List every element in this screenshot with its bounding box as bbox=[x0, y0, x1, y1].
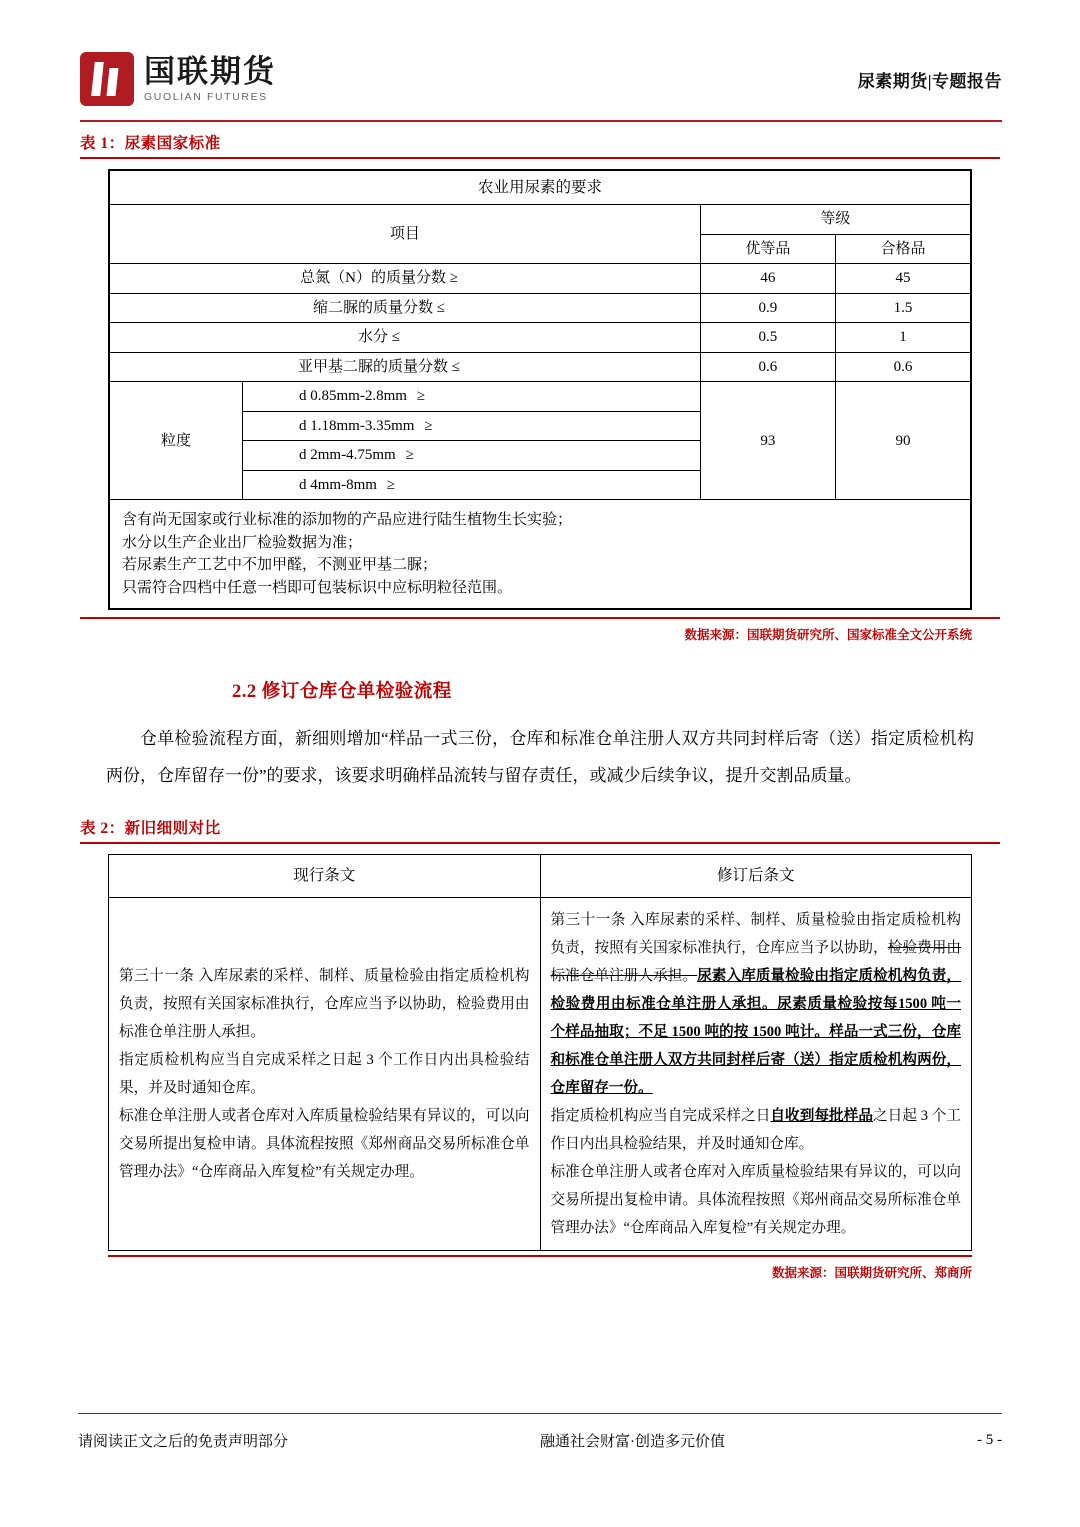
item-name: 亚甲基二脲的质量分数 bbox=[298, 358, 449, 375]
granularity-comparator: ≥ bbox=[424, 417, 433, 434]
table-row bbox=[110, 264, 971, 294]
granularity-comparator: ≥ bbox=[416, 388, 426, 405]
granularity-size bbox=[243, 382, 701, 412]
note-line: 若尿素生产工艺中不加甲醛，不测亚甲基二脲； bbox=[122, 557, 438, 574]
note-line: 只需符合四档中任意一档即可包装标识中应标明粒径范围。 bbox=[122, 579, 513, 596]
table-row bbox=[110, 352, 971, 382]
table1-header-qualified: 合格品 bbox=[835, 234, 970, 264]
current-rule-cell bbox=[109, 898, 541, 1251]
table2-container bbox=[108, 854, 972, 1251]
table1-bottom-rule bbox=[80, 617, 1000, 619]
granularity-size bbox=[243, 411, 701, 441]
header-report-title: 尿素期货|专题报告 bbox=[857, 71, 1002, 91]
item-comparator: ≥ bbox=[449, 270, 458, 287]
revised-bold-underline-text: 自收到每批样品 bbox=[770, 1108, 874, 1125]
item-comparator: ≤ bbox=[391, 329, 401, 346]
table-row bbox=[110, 382, 971, 412]
revised-bold-underline-text: 尿素入库质量检验由指定质检机构负责，检验费用由标准仓单注册人承担。尿素质量检验按每1500 吨一个样品抽取；不足 1500 吨的按 1500 吨计。样品一式三份，仓库和标准仓单注册人双方共同封样后寄（送）指定质检机构两份，仓库留存一份。 bbox=[550, 968, 961, 1097]
table1-caption-rule bbox=[80, 157, 1000, 159]
table1-value-qualified: 0.6 bbox=[835, 352, 970, 382]
logo-chinese-name: 国联期货 bbox=[144, 53, 276, 89]
table-row bbox=[109, 898, 972, 1251]
item-name: 缩二脲的质量分数 bbox=[313, 299, 434, 316]
table-row bbox=[109, 855, 972, 898]
revised-rule-paragraph bbox=[551, 906, 962, 1102]
table1-value-premium: 0.6 bbox=[700, 352, 835, 382]
granularity-size bbox=[243, 441, 701, 471]
table1-header-premium: 优等品 bbox=[700, 234, 835, 264]
table-row bbox=[110, 171, 971, 205]
revised-rule-cell bbox=[540, 898, 972, 1251]
current-rule-paragraph: 第三十一条 入库尿素的采样、制样、质量检验由指定质检机构负责，按照有关国家标准执行，仓库应当予以协助，检验费用由标准仓单注册人承担。 bbox=[119, 968, 530, 1041]
national-standard-table bbox=[109, 170, 971, 609]
current-rule-paragraph: 标准仓单注册人或者仓库对入库质量检验结果有异议的，可以向交易所提出复检申请。具体流程按照《郑州商品交易所标准仓单管理办法》“仓库商品入库复检”有关规定办理。 bbox=[119, 1108, 530, 1181]
granularity-range: d 2mm-4.75mm bbox=[299, 447, 396, 464]
revised-struck-text: 检验费用由标准仓单注册人承担。 bbox=[550, 940, 961, 985]
granularity-size bbox=[243, 470, 701, 500]
table1-header-grade: 等级 bbox=[700, 205, 970, 235]
revised-plain-text: 指定质检机构应当自完成采样之日 bbox=[550, 1108, 771, 1125]
granularity-comparator: ≥ bbox=[386, 476, 396, 493]
table2-caption-rule bbox=[80, 842, 1000, 844]
table1-value-premium: 0.9 bbox=[700, 293, 835, 323]
table1-item-cell bbox=[110, 352, 701, 382]
revised-plain-text: 之日起 3 个工作日内出具检验结果，并及时通知仓库。 bbox=[550, 1108, 961, 1153]
table1-notes bbox=[110, 500, 971, 609]
table1-value-qualified: 45 bbox=[835, 264, 970, 294]
page-header bbox=[72, 0, 1008, 106]
table1-container bbox=[108, 169, 972, 610]
table1-value-premium: 46 bbox=[700, 264, 835, 294]
footer-disclaimer: 请阅读正文之后的免责声明部分 bbox=[78, 1434, 289, 1450]
rule-comparison-table bbox=[108, 854, 972, 1251]
table-row bbox=[110, 205, 971, 235]
footer-divider bbox=[78, 1413, 1002, 1414]
footer-slogan: 融通社会财富·创造多元价值 bbox=[540, 1434, 725, 1450]
section-paragraph: 仓单检验流程方面，新细则增加“样品一式三份，仓库和标准仓单注册人双方共同封样后寄（送）指定质检机构两份，仓库留存一份”的要求，该要求明确样品流转与留存责任，或减少后续争议，提升交割品质量。 bbox=[106, 729, 974, 785]
granularity-comparator: ≥ bbox=[405, 447, 414, 464]
logo-mark-icon bbox=[80, 52, 134, 106]
table1-source: 数据来源：国联期货研究所、国家标准全文公开系统 bbox=[684, 628, 972, 643]
granularity-premium: 93 bbox=[700, 382, 835, 500]
item-comparator: ≤ bbox=[451, 358, 461, 375]
granularity-range: d 1.18mm-3.35mm bbox=[299, 417, 415, 434]
footer-page-number: - 5 - bbox=[977, 1432, 1002, 1448]
table-row bbox=[110, 500, 971, 609]
table2-bottom-rule bbox=[108, 1255, 972, 1257]
table-row bbox=[110, 293, 971, 323]
table2-header-current: 现行条文 bbox=[109, 855, 541, 898]
table1-caption: 表 1：尿素国家标准 bbox=[80, 135, 221, 152]
note-line: 水分以生产企业出厂检验数据为准； bbox=[122, 534, 363, 551]
table1-title: 农业用尿素的要求 bbox=[110, 171, 971, 205]
note-line: 含有尚无国家或行业标准的添加物的产品应进行陆生植物生长实验； bbox=[122, 512, 573, 529]
granularity-qualified: 90 bbox=[835, 382, 970, 500]
item-name: 水分 bbox=[358, 329, 389, 346]
current-rule-paragraph: 指定质检机构应当自完成采样之日起 3 个工作日内出具检验结果，并及时通知仓库。 bbox=[119, 1052, 530, 1097]
table1-item-cell bbox=[110, 293, 701, 323]
revised-rule-paragraph bbox=[551, 1102, 962, 1158]
table2-header-revised: 修订后条文 bbox=[540, 855, 972, 898]
table-row bbox=[110, 323, 971, 353]
brand-logo bbox=[80, 52, 276, 106]
section-heading: 2.2 修订仓库仓单检验流程 bbox=[232, 682, 452, 703]
revised-rule-paragraph: 标准仓单注册人或者仓库对入库质量检验结果有异议的，可以向交易所提出复检申请。具体流程按照《郑州商品交易所标准仓单管理办法》“仓库商品入库复检”有关规定办理。 bbox=[550, 1164, 961, 1237]
granularity-range: d 4mm-8mm bbox=[299, 476, 377, 493]
table1-value-qualified: 1.5 bbox=[835, 293, 970, 323]
granularity-label: 粒度 bbox=[110, 382, 243, 500]
table1-value-premium: 0.5 bbox=[700, 323, 835, 353]
table1-header-item: 项目 bbox=[110, 205, 701, 264]
header-divider bbox=[80, 120, 1002, 122]
table2-source: 数据来源：国联期货研究所、郑商所 bbox=[771, 1266, 972, 1281]
table1-item-cell bbox=[110, 323, 701, 353]
logo-english-name: GUOLIAN FUTURES bbox=[144, 90, 268, 103]
revised-plain-text: 第三十一条 入库尿素的采样、制样、质量检验由指定质检机构负责，按照有关国家标准执行，仓库应当予以协助， bbox=[550, 912, 961, 957]
table2-caption: 表 2：新旧细则对比 bbox=[80, 820, 221, 838]
table1-item-cell bbox=[110, 264, 701, 294]
item-name: 总氮（N）的质量分数 bbox=[300, 270, 446, 287]
page-footer bbox=[78, 1430, 1002, 1451]
table1-value-qualified: 1 bbox=[835, 323, 970, 353]
granularity-range: d 0.85mm-2.8mm bbox=[299, 388, 407, 405]
item-comparator: ≤ bbox=[436, 299, 446, 316]
logo-text bbox=[144, 53, 276, 103]
